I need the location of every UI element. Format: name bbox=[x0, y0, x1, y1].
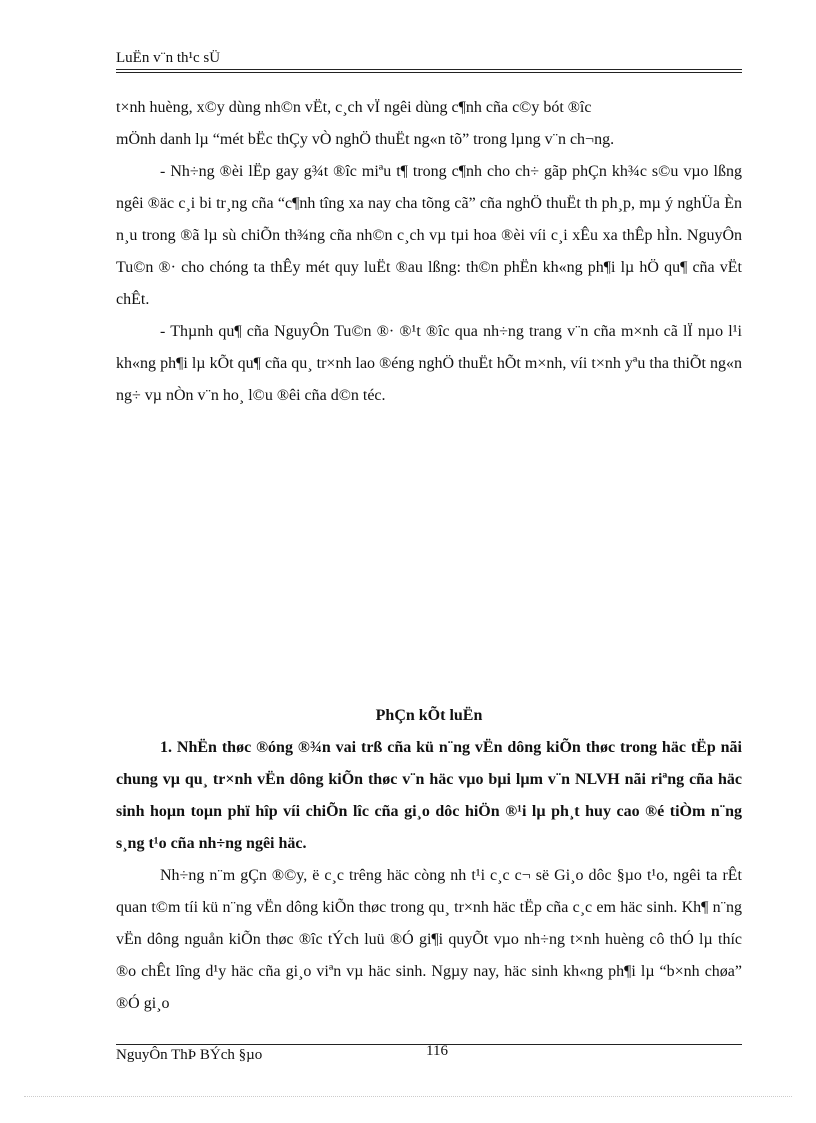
bold-paragraph: 1. NhËn thøc ®óng ®¾n vai trß cña kü n¨ng vËn dông kiÕn thøc trong häc tËp nãi chung vµ qu¸ tr×nh vËn dông kiÕn thøc v¨n häc vµo bµi lµm v¨n NLVH nãi riªng cña häc sinh hoµn toµn phï hîp víi chiÕn lîc cña gi¸o dôc hiÖn ®¹i lµ ph¸t huy cao ®é tiÒm n¨ng s¸ng t¹o cña nh÷ng ngêi häc. bbox=[116, 739, 742, 852]
section-title: PhÇn kÕt luËn bbox=[375, 707, 483, 724]
header-rule bbox=[116, 69, 742, 70]
header-rule-double bbox=[116, 72, 742, 73]
section-continued bbox=[116, 92, 742, 412]
running-header: LuËn v¨n th¹c sÜ bbox=[116, 50, 221, 66]
conclusion-section bbox=[116, 700, 742, 1020]
text-line: mÖnh danh lµ “mét bËc thÇy vÒ nghÖ thuËt ng«n tõ” trong lµng v¨n ch¬ng. bbox=[116, 131, 615, 148]
body-paragraph: - Thµnh qu¶ cña NguyÔn Tu©n ®· ®¹t ®îc qua nh÷ng trang v¨n cña m×nh cã lÏ nµo l¹i kh«ng ph¶i lµ kÕt qu¶ cña qu¸ tr×nh lao ®éng nghÖ thuËt hÕt m×nh, víi t×nh yªu tha thiÕt ng«n ng÷ vµ nÒn v¨n ho¸ l©u ®êi cña d©n téc. bbox=[116, 323, 742, 404]
body-paragraph: Nh÷ng n¨m gÇn ®©y, ë c¸c trêng häc còng nh t¹i c¸c c¬ së Gi¸o dôc §µo t¹o, ngêi ta rÊt quan t©m tíi kü n¨ng vËn dông kiÕn thøc trong qu¸ tr×nh häc tËp cña c¸c em häc sinh. Kh¶ n¨ng vËn dông nguån kiÕn thøc ®îc tÝch luü ®Ó gi¶i quyÕt vµo nh÷ng t×nh huèng cô thÓ lµ thíc ®o chÊt lîng d¹y häc cña gi¸o viªn vµ häc sinh. Ngµy nay, häc sinh kh«ng ph¶i lµ “b×nh chøa” ®Ó gi¸o bbox=[116, 867, 742, 1012]
body-paragraph: - Nh÷ng ®èi lËp gay g¾t ®îc miªu t¶ trong c¶nh cho ch÷ gãp phÇn kh¾c s©u vµo lßng ngêi ®äc c¸i bi tr¸ng cña “c¶nh tîng xa nay cha tõng cã” cña nghÖ thuËt th ph¸p, mµ ý nghÜa Èn n¸u trong ®ã lµ sù chiÕn th¾ng cña nh©n c¸ch vµ tµi hoa ®èi víi c¸i xÊu xa thÊp hÌn. NguyÔn Tu©n ®· cho chóng ta thÊy mét quy luËt ®au lßng: th©n phËn kh«ng ph¶i lµ hÖ qu¶ cña vËt chÊt. bbox=[116, 163, 742, 308]
page-edge-dotted-line bbox=[24, 1096, 792, 1097]
text-line: t×nh huèng, x©y dùng nh©n vËt, c¸ch vÏ ngêi dùng c¶nh cña c©y bót ®îc bbox=[116, 99, 592, 116]
page-number: 116 bbox=[426, 1043, 448, 1059]
footer-author: NguyÔn ThÞ BÝch §µo bbox=[116, 1047, 263, 1063]
